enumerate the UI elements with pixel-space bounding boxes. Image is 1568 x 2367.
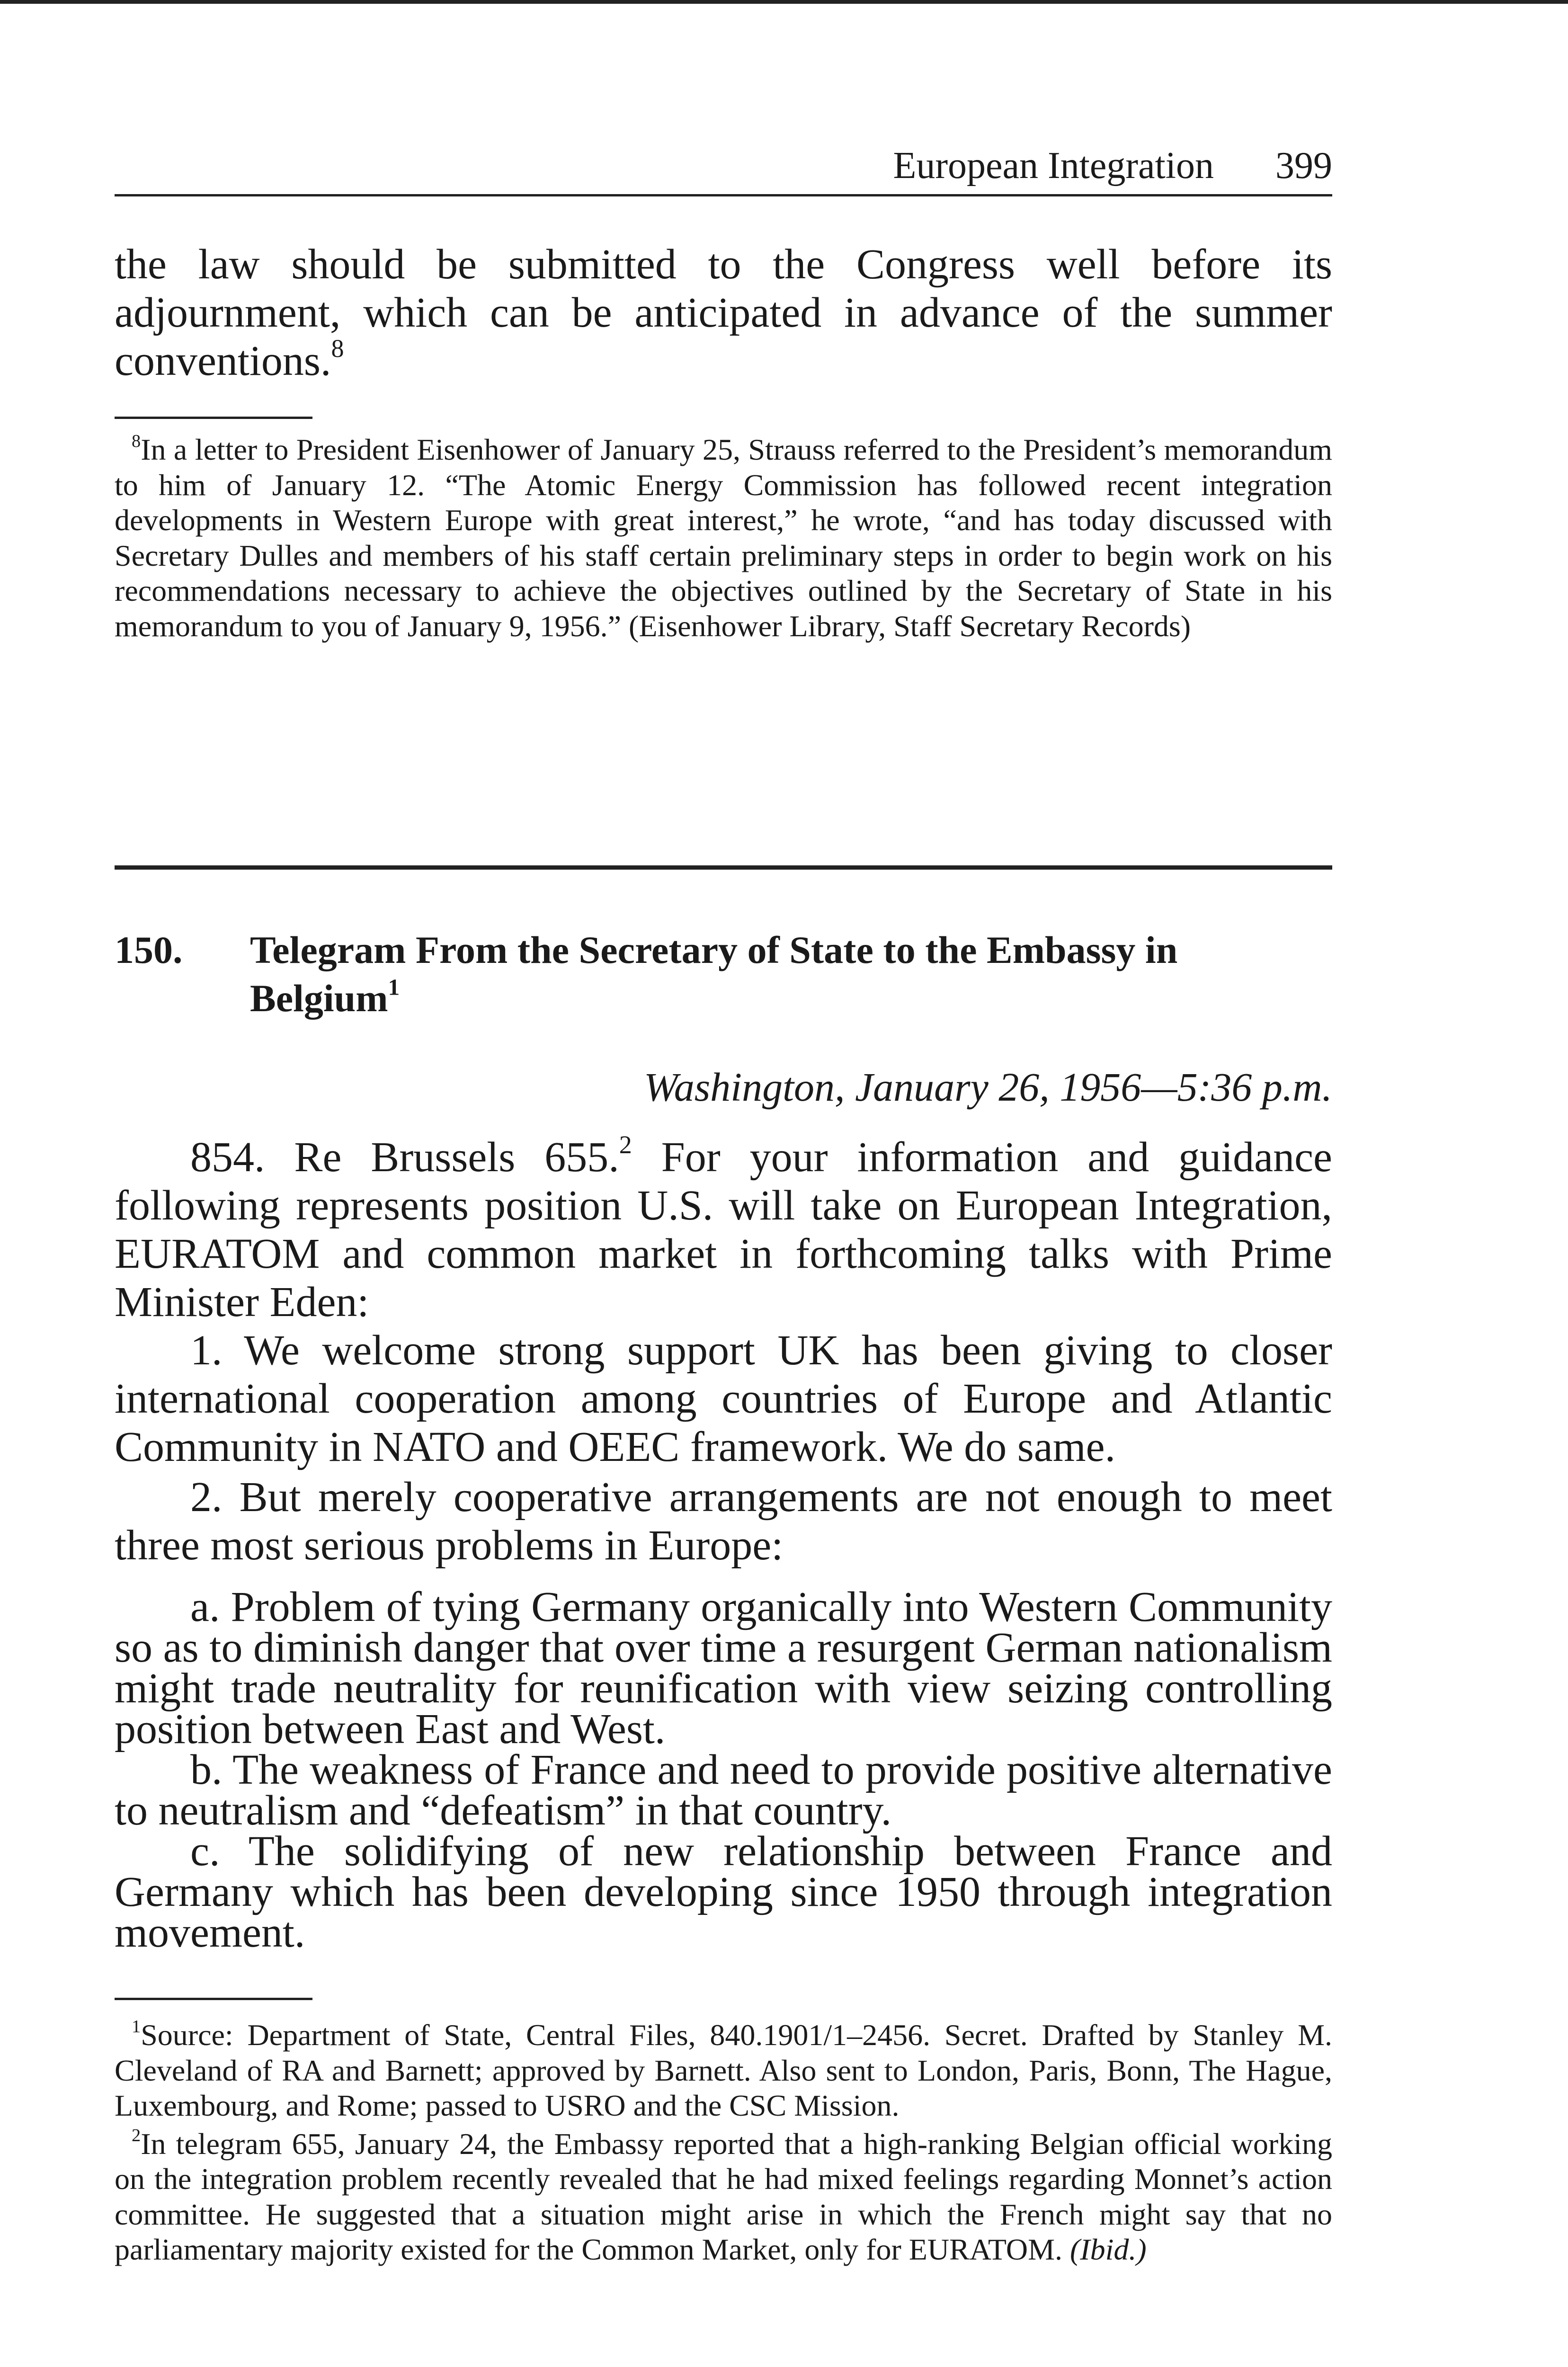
document-number: 150. xyxy=(115,928,183,971)
footnote-2 xyxy=(115,2127,1332,2268)
document-heading xyxy=(115,926,1332,1023)
opening-paragraph xyxy=(115,1130,1333,1326)
sub-point-b: b. The weakness of France and need to provide positive alternative to neutralism and “defeatism” in that country. xyxy=(115,1746,1332,1834)
sub-point-a: a. Problem of tying Germany organically into Western Community so as to diminish danger that over time a resurgent German nationalism might trade neutrality for reunification with view seizing controlling position between East and West. xyxy=(115,1584,1332,1753)
footnote-1 xyxy=(115,2018,1332,2124)
dateline: Washington, January 26, 1956—5:36 p.m. xyxy=(643,1064,1332,1110)
continuation-text: the law should be submitted to the Congress well before its adjournment, which can be anticipated in advance of the summer conventions. xyxy=(115,241,1332,384)
footnote-separator-2 xyxy=(115,1998,312,2000)
footnote-8 xyxy=(115,432,1332,644)
footnote-8-marker: 8 xyxy=(132,431,141,452)
footnote-8-text: In a letter to President Eisenhower of January 25, Strauss referred to the President’s memorandum to him of January 12. “The Atomic Energy Commission has followed recent integration developments in Western Europe with great interest,” he wrote, “and has today discussed with Secretary Dulles and members of his staff certain preliminary steps in order to begin work on his recommendations necessary to achieve the objectives outlined by the Secretary of State in his memorandum to you of January 9, 1956.” (Eisenhower Library, Staff Secretary Records) xyxy=(115,433,1332,643)
footnote-1-text: Source: Department of State, Central Files, 840.1901/1–2456. Secret. Drafted by Stanley M. Cleveland of RA and Barnett; approved by Barnett. Also sent to London, Paris, Bonn, The Hague, Luxembourg, and Rome; passed to USRO and the CSC Mission. xyxy=(115,2018,1332,2122)
footnote-1-reference: 1 xyxy=(388,974,400,1000)
footnote-2-text: In telegram 655, January 24, the Embassy reported that a high-ranking Belgian official working on the integration problem recently revealed that he had mixed feelings regarding Monnet’s action committee. He suggested that a situation might arise in which the French might say that no parliamentary majority existed for the Common Market, only for EURATOM. xyxy=(115,2127,1332,2266)
footnote-2-citation: (Ibid.) xyxy=(1069,2233,1147,2266)
sub-point-c: c. The solidifying of new relationship between France and Germany which has been developing since 1950 through integration movement. xyxy=(115,1828,1332,1956)
footnote-1-marker: 1 xyxy=(132,2017,141,2037)
footnote-separator xyxy=(115,417,312,419)
telegram-body xyxy=(115,1130,1333,1570)
opening-text-continued: For your information and guidance following represents position U.S. will take on European Integration, EURATOM and common market in forthcoming talks with Prime Minister Eden: xyxy=(115,1134,1333,1326)
point-2: 2. But merely cooperative arrangements are not enough to meet three most serious problems in Europe: xyxy=(115,1474,1332,1569)
document-separator xyxy=(115,865,1332,870)
document-title: Telegram From the Secretary of State to the Embassy in Belgium xyxy=(250,928,1178,1020)
page-top-edge xyxy=(0,0,1568,4)
running-head xyxy=(115,142,1332,196)
footnotes xyxy=(115,2018,1332,2268)
running-head-title: European Integration xyxy=(893,145,1214,187)
opening-text: 854. Re Brussels 655. xyxy=(190,1134,619,1181)
footnote-2-reference: 2 xyxy=(619,1130,632,1159)
sub-points xyxy=(115,1584,1332,1956)
footnote-2-marker: 2 xyxy=(132,2125,141,2145)
point-1: 1. We welcome strong support UK has been giving to closer international cooperation among countries of Europe and Atlantic Community in NATO and OEEC framework. We do same. xyxy=(115,1327,1332,1470)
page-number: 399 xyxy=(1275,145,1332,187)
continuation-paragraph xyxy=(115,240,1332,385)
footnote-8-reference: 8 xyxy=(331,334,344,363)
